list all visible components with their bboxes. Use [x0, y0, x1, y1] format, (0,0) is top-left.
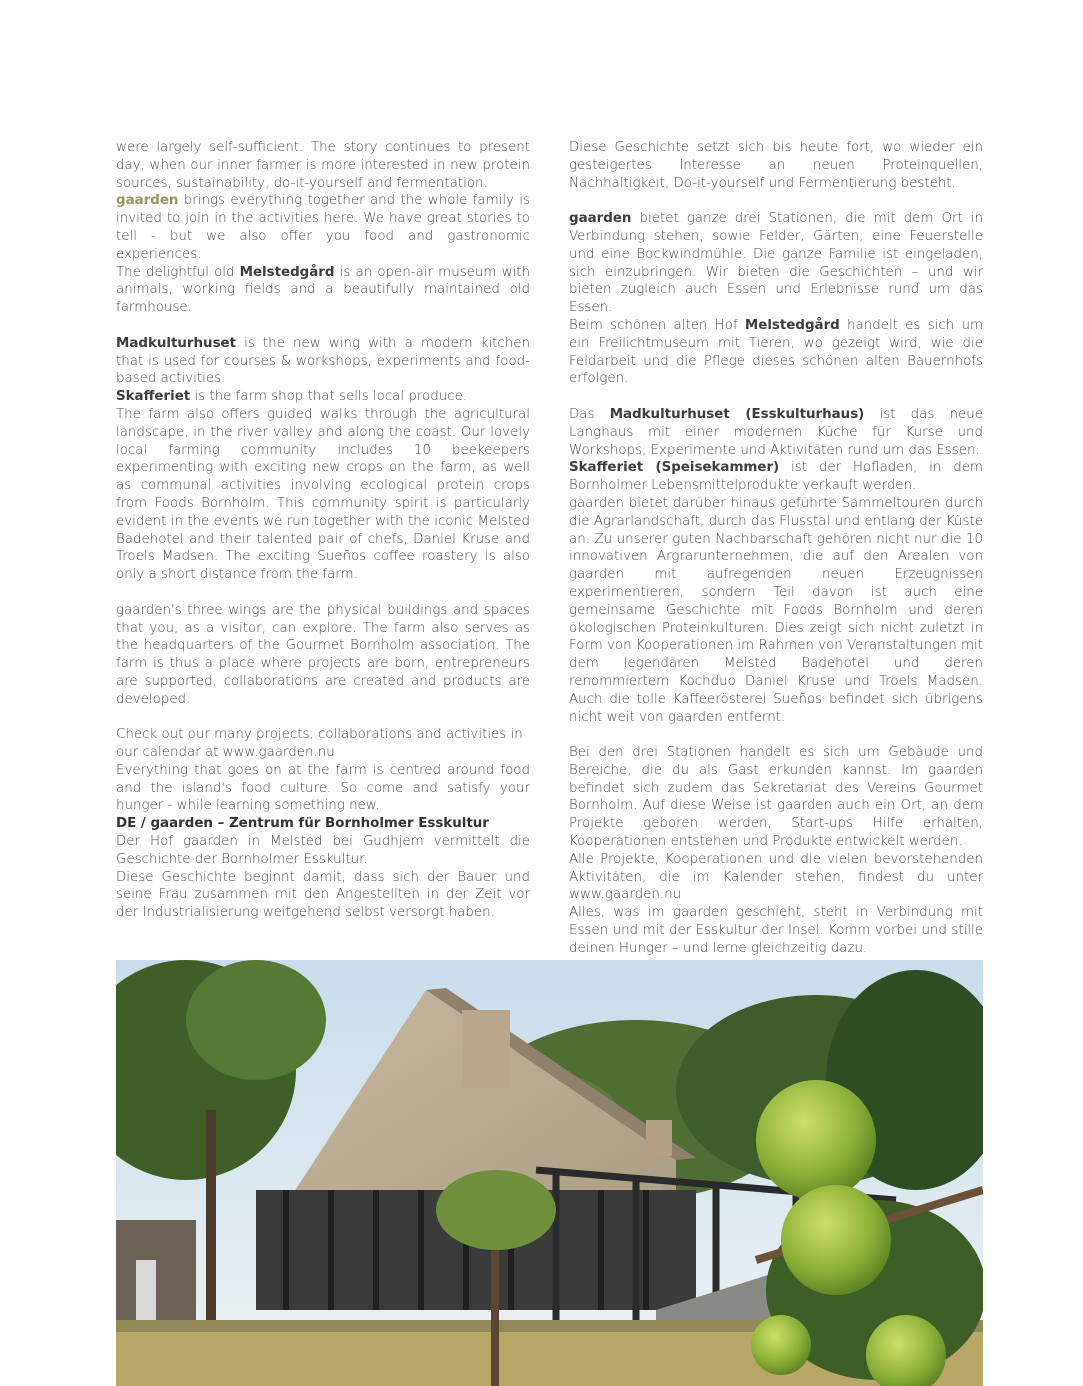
de-paragraph-7: Bei den drei Stationen handelt es sich um Gebäude und Bereiche, die du als Gast erkunden kannst. Im gaarden befindet sich zudem das Sekretariat des Vereins Gourmet Bornholm. Auf diese Weise ist gaarden auch ein Ort, an dem Projekte geboren werden, Start-ups Hilfe erhalten, Kooperationen entstehen und Produkte entwickelt werden. — [569, 745, 983, 850]
en-gaarden-keyword: gaarden — [116, 193, 179, 209]
de-paragraph-3: Beim schönen alten Hof Melstedgård handelt es sich um ein Freilichtmuseum mit Tieren, wo gezeigt wird, wie die Feldarbeit und die Pflege dieses schönen alten Bauernhofs erfolgen. — [569, 317, 983, 387]
en-paragraph-5: Skafferiet is the farm shop that sells local produce. — [116, 389, 468, 405]
de-paragraph-6: gaarden bietet darüber hinaus geführte Sammeltouren durch die Agrarlandschaft, durch das Flusstal und entlang der Küste an. Zu unserer guten Nachbarschaft gehören nicht nur die 10 innovativen Argrarunternehmen, die auf den Arealen von gaarden mit aufregenden neuen Erzeugnissen experimentieren, sondern Teil davon ist auch eine gemeinsame Geschichte mit Foods Bornholm und deren ökologischen Proteinkulturen. Dies zeigt sich nicht zuletzt in Form von Kooperationen im Rahmen von Veranstaltungen mit dem legendären Melsted Badehotel und deren renommiertem Kochduo Daniel Kruse und Troels Madsen. Auch die tolle Kaffeerösterei Sueños befindet sich übrigens nicht weit von gaarden entfernt. — [569, 495, 984, 725]
en-paragraph-6: The farm also offers guided walks through the agricultural landscape, in the river valley and along the coast. Our lovely local farming community includes 10 beekeepers experimenting with exciting new crops on the farm, as well as communal activities involving ecological protein crops from Foods Bornholm. This community spirit is particularly evident in the events we run together with the iconic Melsted Badehotel and their talented pair of chefs, Daniel Kruse and Troels Madsen. The exciting Sueños coffee roastery is also only a short distance from the farm. — [116, 406, 530, 583]
en-paragraph-4: Madkulturhuset is the new wing with a modern kitchen that is used for courses & workshops, experiments and food-based activities. — [116, 335, 530, 387]
farmhouse-illustration — [116, 960, 983, 1386]
de-paragraph-8: Alle Projekte, Kooperationen und die vielen bevorstehenden Aktivitäten, die im Kalender stehen, findest du unter www.gaarden.nu — [569, 851, 983, 903]
en-paragraph-9: Everything that goes on at the farm is centred around food and the island's food culture. So come and satisfy your hunger - while learning something new. — [116, 762, 530, 814]
de-paragraph-5: Skafferiet (Speisekammer) ist der Hofladen, in dem Bornholmer Lebensmittelprodukte verkauft werden. — [569, 460, 983, 494]
farmhouse-photo — [116, 960, 983, 1386]
en-paragraph-3: The delightful old Melstedgård is an open-air museum with animals, working fields and a beautifully maintained old farmhouse. — [116, 264, 530, 316]
en-paragraph-2: gaarden brings everything together and the whole family is invited to join in the activities here. We have great stories to tell - but we also offer you food and gastronomic experiences. — [116, 193, 530, 262]
german-column — [569, 139, 983, 958]
en-paragraph-7: gaarden's three wings are the physical buildings and spaces that you, as a visitor, can explore. The farm also serves as the headquarters of the Gourmet Bornholm association. The farm is thus a place where projects are born, entrepreneurs are supported, collaborations are created and products are developed. — [116, 602, 530, 707]
en-paragraph-1: were largely self-sufficient. The story continues to present day, when our inner farmer is more interested in new protein sources, sustainability, do-it-yourself and fermentation. — [116, 140, 530, 191]
english-column — [116, 139, 530, 922]
de-paragraph-9: Alles, was im gaarden geschieht, steht in Verbindung mit Essen und mit der Esskultur der Insel. Komm vorbei und stille deinen Hunger – und lerne gleichzeitig dazu. — [569, 905, 983, 956]
de-section-heading: DE / gaarden – Zentrum für Bornholmer Esskultur — [116, 816, 489, 832]
en-paragraph-10: Der Hof gaarden in Melsted bei Gudhjem vermittelt die Geschichte der Bornholmer Esskultur. — [116, 834, 530, 867]
de-paragraph-4: Das Madkulturhuset (Esskulturhaus) ist das neue Langhaus mit einer modernen Küche für Kurse und Workshops, Experimente und Aktivitäten rund um das Essen. — [569, 406, 983, 458]
de-paragraph-1: Diese Geschichte setzt sich bis heute fort, wo wieder ein gesteigertes Interesse an neuen Proteinquellen, Nachhaltigkeit, Do-it-yourself und Fermentierung besteht. — [569, 140, 983, 191]
en-paragraph-8: Check out our many projects, collaborations and activities in our calendar at www.gaarden.nu — [116, 727, 523, 761]
en-paragraph-11: Diese Geschichte beginnt damit, dass sich der Bauer und seine Frau zusammen mit den Angestellten in der Zeit vor der Industrialisierung weitgehend selbst versorgt haben. — [116, 869, 530, 921]
de-paragraph-2: gaarden bietet ganze drei Stationen, die mit dem Ort in Verbindung stehen, sowie Felder, Gärten, eine Feuerstelle und eine Bockwindmühle. Die ganze Familie ist eingeladen, sich einzubringen. Wir bieten die Geschichten – und wir bieten zugleich auch Essen und Erlebnisse rund um das Essen. — [569, 211, 983, 316]
